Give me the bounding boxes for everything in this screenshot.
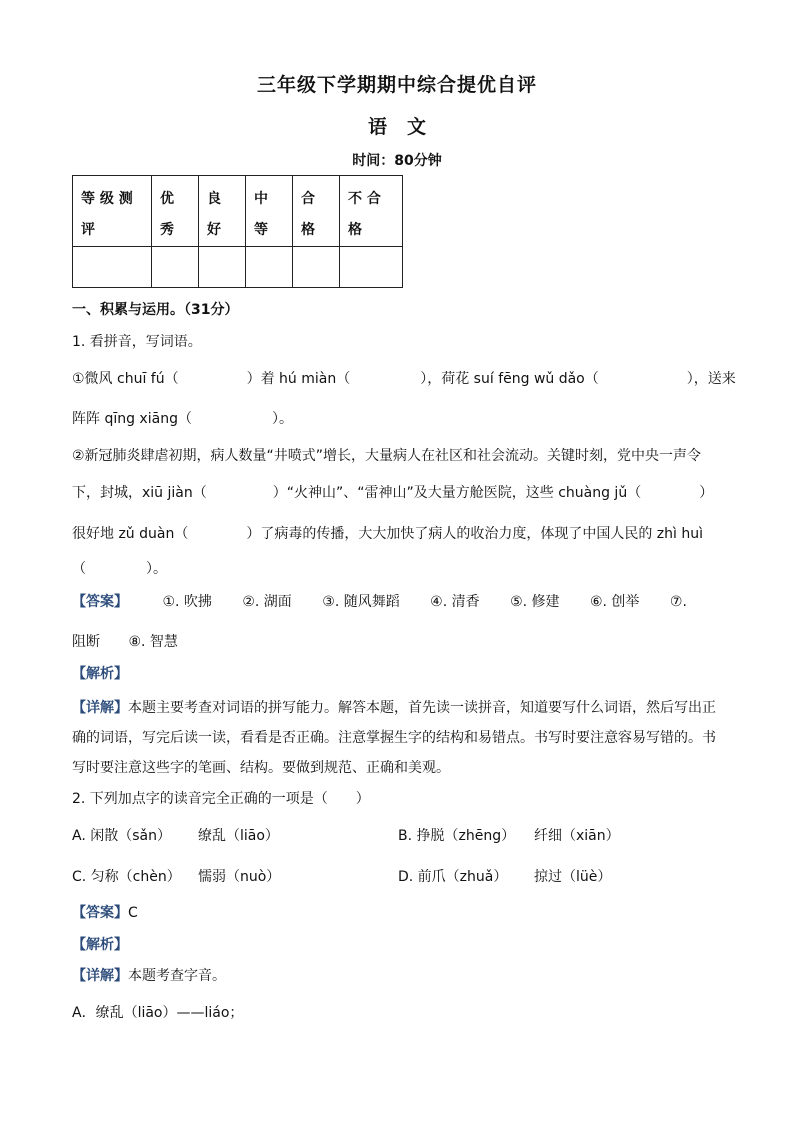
grade-cell: [199, 247, 246, 288]
answer-item: ⑤. 修建: [510, 594, 560, 610]
q1-line-4: [72, 482, 713, 502]
q2-option-a: A. 闲散（sǎn）: [72, 828, 171, 844]
q1-line-2: [72, 408, 293, 428]
answer-item: ⑥. 创举: [589, 594, 640, 610]
q1-answer-line-2: [72, 631, 178, 651]
q1-line-3: ②新冠肺炎肆虐初期，病人数量“井喷式”增长，大量病人在社区和社会流动。关键时刻，党中央一声令: [72, 448, 702, 464]
grade-cell: [73, 247, 152, 288]
answer-item: C: [128, 905, 138, 921]
q1-detail-1: [72, 697, 716, 717]
q1-text: 下，封城，xiū jiàn（: [72, 485, 207, 501]
grade-table: [72, 175, 403, 288]
answer-tag: 【答案】: [72, 905, 128, 921]
q1-stem: 1. 看拼音，写词语。: [72, 334, 202, 350]
q1-detail-3: 写时要注意这些字的笔画、结构。要做到规范、正确和美观。: [72, 760, 450, 776]
q1-text: ①微风 chuī fú（: [72, 371, 179, 387]
q1-line-6: [72, 558, 167, 578]
grade-header-excellent: 优 秀: [152, 176, 199, 247]
answer-item: ④. 清香: [430, 594, 480, 610]
q2-option-c-2: 懦弱（nuò）: [198, 869, 281, 885]
answer-item: ①. 吹拂: [162, 594, 212, 610]
analysis-tag: 【解析】: [72, 666, 128, 682]
q2-answer-line: [72, 902, 138, 922]
answer-item: ⑧. 智慧: [128, 634, 178, 650]
subject-title: [0, 112, 794, 139]
q2-option-d: D. 前爪（zhuǎ）: [398, 869, 508, 885]
answer-tag: 【答案】: [72, 594, 128, 610]
q1-text: ）。: [146, 561, 167, 577]
exam-title: 三年级下学期期中综合提优自评: [256, 74, 537, 96]
grade-header-medium: 中 等: [246, 176, 293, 247]
answer-item: ⑦.: [669, 594, 687, 610]
q1-text: ），送来: [686, 371, 736, 387]
q1-text: 很好地 zǔ duàn（: [72, 526, 189, 542]
detail-text: 本题考查字音。: [128, 968, 226, 984]
detail-tag: 【详解】: [72, 968, 128, 984]
q2-stem: 2. 下列加点字的读音完全正确的一项是（ ）: [72, 791, 370, 807]
q2-option-d-2: 掠过（lüè）: [534, 869, 612, 885]
grade-header-pass: 合 格: [293, 176, 340, 247]
exam-time: 时间：80分钟: [352, 153, 442, 169]
q1-text: ）了病毒的传播，大大加快了病人的收治力度，体现了中国人民的 zhì huì: [246, 526, 703, 542]
q2-option-b-2: 纤细（xiān）: [534, 828, 620, 844]
q1-line-1: [72, 368, 736, 388]
q1-text: ）。: [271, 411, 293, 427]
q2-option-c: C. 匀称（chèn）: [72, 869, 181, 885]
subject-char-1: 语: [367, 116, 387, 138]
subject-char-2: 文: [407, 116, 427, 138]
detail-text: 本题主要考查对词语的拼写能力。解答本题，首先读一读拼音，知道要写什么词语，然后写出正: [128, 700, 716, 716]
q1-line-5: [72, 523, 703, 543]
q2-option-a-2: 缭乱（liāo）: [198, 828, 279, 844]
grade-header-good: 良 好: [199, 176, 246, 247]
q1-text: ），荷花 suí fēng wǔ dǎo（: [420, 371, 599, 387]
q1-text: ）: [699, 485, 714, 501]
analysis-tag: 【解析】: [72, 937, 128, 953]
answer-item: 阻断: [72, 634, 100, 650]
q1-text: 阵阵 qīng xiāng（: [72, 411, 192, 427]
grade-header-fail: 不 合 格: [340, 176, 403, 247]
q2-line-a: A．缭乱（liāo）——liáo；: [72, 1005, 244, 1021]
q2-option-b: B. 挣脱（zhēng）: [398, 828, 516, 844]
q2-detail: [72, 965, 226, 985]
q1-answer-line: [72, 591, 687, 611]
grade-header-rating: 等 级 测 评: [73, 176, 152, 247]
q1-text: ）着 hú miàn（: [246, 371, 351, 387]
q1-text: （: [72, 561, 86, 577]
grade-cell: [152, 247, 199, 288]
section-heading: 一、积累与运用。（31分）: [72, 302, 239, 318]
detail-tag: 【详解】: [72, 700, 128, 716]
grade-cell: [246, 247, 293, 288]
answer-item: ②. 湖面: [242, 594, 292, 610]
q1-detail-2: 确的词语，写完后读一读，看看是否正确。注意掌握生字的结构和易错点。书写时要注意容易写错的。书: [72, 730, 716, 746]
q1-text: ）“火神山”、“雷神山”及大量方舱医院，这些 chuàng jǔ（: [272, 485, 642, 501]
grade-cell: [293, 247, 340, 288]
answer-item: ③. 随风舞蹈: [322, 594, 400, 610]
grade-cell: [340, 247, 403, 288]
